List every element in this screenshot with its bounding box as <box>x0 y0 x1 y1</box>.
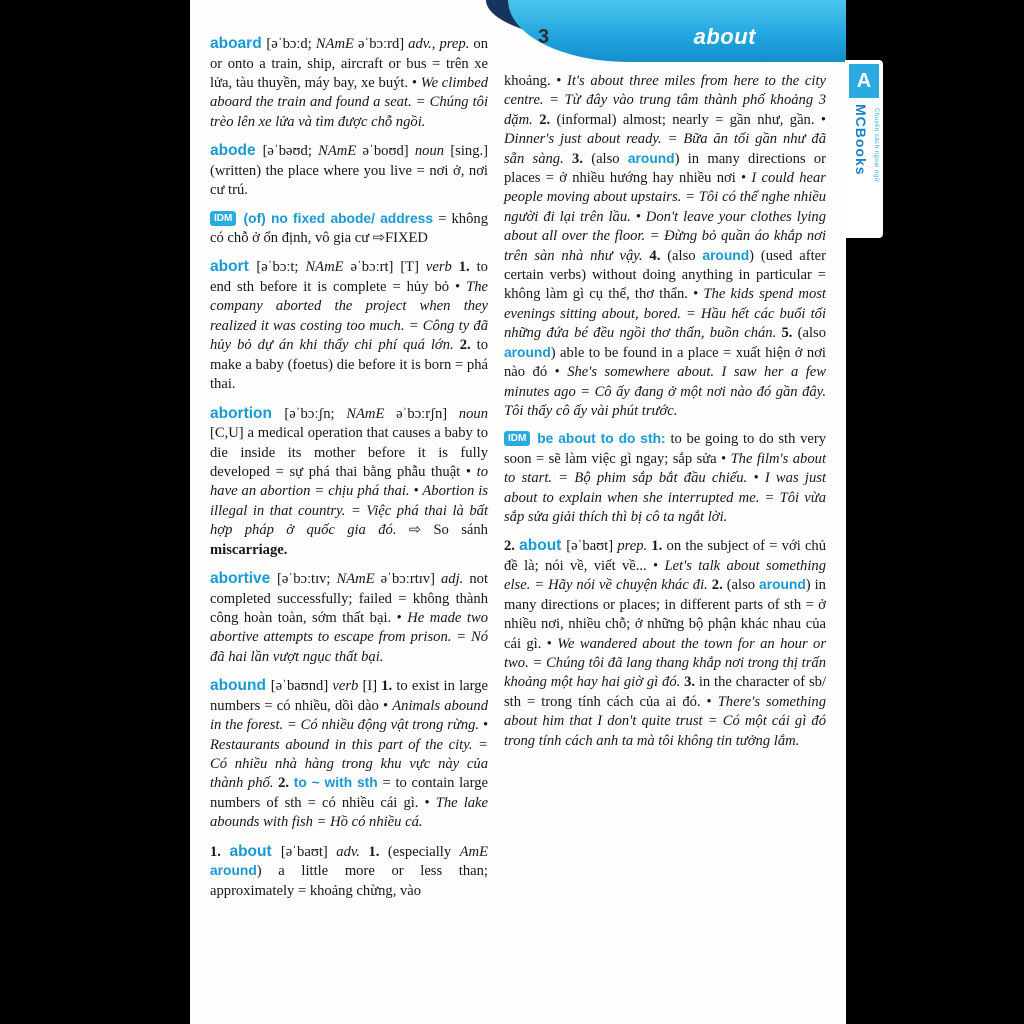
text-run: verb <box>425 259 459 276</box>
dictionary-entry <box>210 842 488 901</box>
text-run: He made two abortive attempts to escape from prison. = Nó đã hai lần vượt ngục thất bại. <box>210 609 488 665</box>
headword: abode <box>210 142 263 160</box>
headword: about <box>519 537 567 555</box>
text-run: ) a little more or less than; approximately = khoảng chừng, vào <box>210 863 488 899</box>
text-run: to have an abortion = chịu phá thai. • Abortion is illegal in that country. = Việc phá thai là bất hợp pháp ở quốc gia đó. <box>210 463 488 539</box>
text-run: noun <box>414 143 451 160</box>
text-run: əˈbɔːrtɪv] <box>380 570 441 587</box>
text-run: 2. <box>539 111 557 128</box>
text-run: ) able to be found in a place = xuất hiện ở nơi nào đó • <box>504 344 826 381</box>
text-run: Dinner's just about ready. = Bữa ăn tối gần như đã sẵn sàng. <box>504 131 826 167</box>
headword: abound <box>210 677 271 695</box>
text-run: (especially <box>387 843 460 860</box>
text-run: əˈbɔːrd] <box>357 36 409 52</box>
text-run: = không có chỗ ở ổn định, vô gia cư ⇨FIXED <box>210 210 488 247</box>
text-run: The film's about to start. = Bộ phim sắp bắt đầu chiếu. • I was just about to explain when she interrupted me. = Tôi vừa sắp sửa giải thích thì bị cô ta ngắt lời. <box>504 450 826 525</box>
idiom-badge: IDM <box>504 431 530 446</box>
keyword: around <box>627 150 675 166</box>
text-run: 3. <box>684 674 699 691</box>
text-run: 1. <box>210 843 230 860</box>
text-run: NAmE <box>336 570 381 587</box>
text-run: 2. <box>504 538 520 555</box>
text-run: 1. <box>651 538 667 555</box>
text-run: She's somewhere about. I saw her a few minutes ago = Cô ấy đang ở một nơi nào đó gần đây. Tôi thấy cô ấy vài phút trước. <box>504 364 826 419</box>
text-run: [əˈbɔːd; <box>266 36 316 52</box>
text-run: khoảng. • <box>504 73 567 89</box>
headword: abortive <box>210 569 277 587</box>
text-run: NAmE <box>318 143 363 160</box>
text-run: əˈboʊd] <box>362 143 415 160</box>
text-run: = to contain large numbers of sth = có nhiều cái gì. • <box>210 775 489 811</box>
headword: abort <box>210 258 257 276</box>
text-run: on the subject of = với chủ đề là; nói về, viết về... • <box>504 538 827 574</box>
text-run: 5. <box>781 325 798 342</box>
text-run: (also <box>667 247 703 264</box>
text-run: not completed successfully; failed = không thành công hoàn toàn, sớm thất bại. • <box>210 570 488 626</box>
header-guide-word: about <box>693 24 756 49</box>
text-run: The company aborted the project when they realized it was costing too much. = Công ty đã hủy bỏ dự án khi thấy chi phí quá lớn. <box>210 279 488 354</box>
headword: about <box>229 842 281 860</box>
text-run: [əˈbəʊd; <box>262 143 319 160</box>
text-run: [əˈbɔːtɪv; <box>277 570 337 587</box>
text-run: We wandered about the town for an hour or two. = Chúng tôi đã lang thang khắp nơi trong thị trấn khoảng một hay hai giờ gì đó. <box>504 635 826 691</box>
dictionary-entry <box>210 257 488 394</box>
text-run: verb <box>332 678 363 695</box>
text-run: NAmE <box>346 405 397 422</box>
text-run: We climbed aboard the train and found a seat. = Chúng tôi trèo lên xe lửa và tìm được chỗ ngồi. <box>210 75 489 130</box>
text-run: I could hear people moving about upstairs. = Tôi có thể nghe nhiều người đi lại trên lầu. • Don't leave your clothes lying about all over the floor. = Đừng bỏ quần áo khắp nơi trên sàn nhà như vậy. <box>504 170 826 264</box>
right-column <box>504 0 826 1024</box>
text-run: Animals abound in the forest. = Có nhiều động vật trong rừng. • Restaurants abound in this part of the city. = Có nhiều nhà hàng trong khu vực này của thành phố. <box>210 697 489 792</box>
dictionary-entry <box>504 72 826 421</box>
text-run: [əˈbaʊt] <box>280 843 337 860</box>
text-run: ) in many directions or places = ở nhiều hướng hay nhiều nơi • <box>504 150 826 187</box>
text-run: ) (used after certain verbs) without doing anything in particular = không làm gì cụ thể, thơ thẩn. • <box>504 247 826 303</box>
tab-letter: A <box>849 64 879 98</box>
text-run: 2. <box>711 577 727 594</box>
brand-logo-text: MCBooks <box>853 104 869 176</box>
text-run: əˈbɔːrʃn] <box>396 405 459 422</box>
keyword: around <box>504 344 551 360</box>
keyword: to ~ with sth <box>293 775 383 791</box>
text-run: in the character of sb/ sth = trong tính cách của ai đó. • <box>504 674 827 710</box>
dictionary-page <box>190 0 846 1024</box>
dictionary-entry <box>504 430 826 527</box>
page-number: 3 <box>538 26 550 48</box>
keyword: around <box>759 577 806 593</box>
text-run: (also <box>726 577 760 594</box>
text-run: ) in many directions or places; in different parts of sth = ở nhiều nơi, nhiều chỗ; ở những bộ phận khác nhau của cái gì. • <box>504 577 826 652</box>
text-run: 1. <box>458 259 477 276</box>
text-run: [əˈbaʊnd] <box>270 678 333 695</box>
text-run: miscarriage. <box>210 541 288 558</box>
text-run: prep. <box>617 538 652 555</box>
headword: aboard <box>210 35 267 52</box>
text-run: NAmE <box>315 36 358 52</box>
idiom-badge: IDM <box>210 211 236 226</box>
text-run: [sing.] (written) the place where you live = nơi ở, nơi cư trú. <box>210 143 489 199</box>
text-run: 1. <box>381 678 397 695</box>
text-run: [əˈbɔːʃn; <box>284 405 347 422</box>
dictionary-entry <box>210 210 488 249</box>
keyword: around <box>702 247 750 263</box>
text-run: Let's talk about something else. = Hãy nói về chuyện khác đi. <box>504 557 827 594</box>
text-run: NAmE <box>305 259 351 276</box>
dictionary-entry <box>210 569 488 667</box>
dictionary-entry <box>210 676 488 832</box>
text-run: 2. <box>459 337 477 354</box>
text-run: adv. <box>336 843 369 860</box>
brand-tagline: Chuyên sách ngoại ngữ <box>873 108 879 183</box>
dictionary-entry <box>210 141 488 200</box>
headword: abortion <box>210 404 285 422</box>
text-run: (also <box>591 150 628 167</box>
left-column <box>210 0 488 1024</box>
text-run: There's something about him that I don't quite trust = Có một cái gì đó trong tính cách anh ta mà tôi không tin tưởng lắm. <box>504 693 826 749</box>
keyword: (of) no fixed abode/ address <box>238 210 439 226</box>
text-run: The lake abounds with fish = Hồ có nhiều cá. <box>210 794 488 831</box>
text-run: [əˈbaʊt] <box>566 538 618 555</box>
keyword: around <box>210 863 257 879</box>
text-run: [I] <box>362 678 382 695</box>
text-run: It's about three miles from here to the city centre. = Từ đây vào trung tâm thành phố khoảng 3 dặm. <box>504 73 826 128</box>
text-run: 2. <box>278 775 294 792</box>
text-run: əˈbɔːrt] [T] <box>350 259 426 276</box>
text-run: (also <box>797 325 827 342</box>
text-run: 1. <box>368 843 388 860</box>
text-run: to make a baby (foetus) die before it is born = phá thai. <box>210 337 488 393</box>
text-run: adj. <box>441 570 470 587</box>
text-run: [C,U] a medical operation that causes a baby to die inside its mother before it is fully developed = sự phá thai bằng phẫu thuật • <box>210 425 488 480</box>
text-run: noun <box>458 405 488 422</box>
page-content <box>210 0 826 1024</box>
text-run: on or onto a train, ship, aircraft or bus = trên xe lửa, tàu thuyền, máy bay, xe buýt. • <box>210 36 488 92</box>
text-run: [əˈbɔːt; <box>256 259 306 276</box>
text-run: (informal) almost; nearly = gần như, gần. • <box>556 111 826 128</box>
text-run: The kids spend most evenings sitting about, bored. = Hầu hết các buổi tối những đứa bé đều ngồi thơ thẩn, buồn chán. <box>504 286 826 342</box>
text-run: to exist in large numbers = có nhiều, dồi dào • <box>210 678 488 714</box>
text-run: to be going to do sth very soon = sẽ làm việc gì ngay; sắp sửa • <box>504 431 826 467</box>
dictionary-entry <box>210 404 488 560</box>
text-run: adv., prep. <box>408 36 470 52</box>
text-run: AmE <box>459 843 489 860</box>
dictionary-entry <box>504 536 826 751</box>
text-run: 4. <box>649 247 668 264</box>
text-run: to end sth before it is complete = hủy bỏ • <box>210 259 488 296</box>
side-tab <box>845 60 883 238</box>
keyword: be about to do sth: <box>532 431 671 447</box>
dictionary-entry <box>210 34 488 132</box>
text-run: 3. <box>572 150 592 167</box>
text-run: ⇨ So sánh <box>408 522 488 539</box>
